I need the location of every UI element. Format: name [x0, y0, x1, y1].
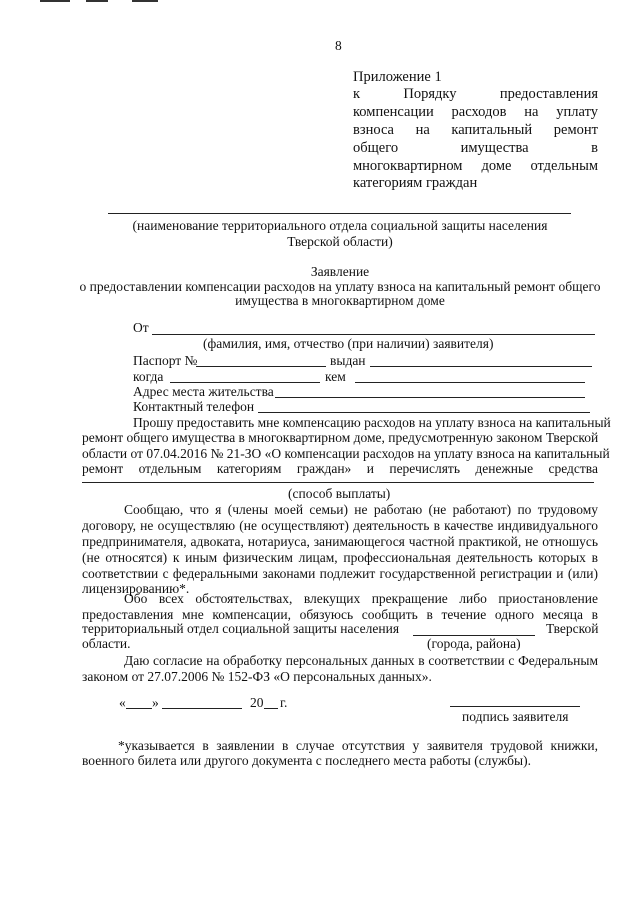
footnote-line: военного билета или другого документа с последнего места работы (службы). — [82, 753, 531, 768]
request-line: ремонт отдельным категориям граждан» и перечислять денежные средства — [82, 461, 598, 476]
notice-line: лицензированию*. — [82, 581, 190, 596]
day-input[interactable] — [126, 708, 152, 709]
notice-line: Сообщаю, что я (члены моей семьи) не работаю (не работают) по трудовому — [124, 502, 598, 517]
when-input[interactable] — [170, 382, 320, 383]
appendix-line: компенсации расходов на уплату — [353, 104, 598, 120]
appendix-line: общего имущества в — [353, 140, 598, 156]
date-close-quote: » — [152, 695, 159, 710]
request-line: ремонт общего имущества в многоквартирном доме, предусмотренную законом Тверской — [82, 430, 599, 445]
appendix-line: многоквартирном доме отдельным — [353, 158, 598, 174]
notice-line: договору, не осуществляю (не осуществляют) деятельность в качестве индивидуального — [82, 518, 598, 533]
signature-input[interactable] — [450, 706, 580, 707]
year-prefix: 20 — [250, 695, 264, 710]
appendix-line: к Порядку предоставления — [353, 86, 598, 102]
appendix-line: категориям граждан — [353, 175, 478, 191]
notice-line: соответствии с федеральными законами подлежит государственной регистрации и (или) — [82, 566, 598, 581]
obligation-line: Обо всех обстоятельствах, влекущих прекращение либо приостановление — [124, 591, 598, 606]
signature-caption: подпись заявителя — [462, 709, 569, 724]
region-label: Тверской — [546, 621, 599, 636]
fio-input[interactable] — [152, 334, 595, 335]
dept-line[interactable] — [108, 213, 571, 214]
consent-line: законом от 27.07.2006 № 152-ФЗ «О персональных данных». — [82, 669, 432, 684]
statement-subtitle: имущества в многоквартирном доме — [235, 293, 445, 308]
issued-input[interactable] — [370, 366, 592, 367]
phone-input[interactable] — [258, 412, 590, 413]
appendix-line: взноса на капитальный ремонт — [353, 122, 598, 138]
when-label: когда — [133, 369, 164, 384]
passport-input[interactable] — [196, 366, 326, 367]
by-whom-input[interactable] — [355, 382, 585, 383]
footnote-line: *указывается в заявлении в случае отсутствия у заявителя трудовой книжки, — [118, 738, 598, 753]
month-input[interactable] — [162, 708, 242, 709]
passport-label: Паспорт № — [133, 353, 198, 368]
statement-title: Заявление — [310, 264, 370, 279]
page-number: 8 — [335, 38, 342, 53]
payment-input[interactable] — [82, 482, 594, 483]
address-input[interactable] — [275, 397, 585, 398]
consent-line: Даю согласие на обработку персональных данных в соответствии с Федеральным — [124, 653, 598, 668]
obligation-line: территориальный отдел социальной защиты населения — [82, 621, 400, 636]
request-line: области от 07.04.2016 № 21-ЗО «О компенсации расходов на уплату взноса на капитальный — [82, 446, 610, 461]
city-caption: (города, района) — [427, 636, 521, 651]
obligation-line: предоставления мне компенсации, обязуюсь сообщить в течение одного месяца в — [82, 607, 598, 622]
address-label: Адрес места жительства — [133, 384, 274, 399]
statement-subtitle: о предоставлении компенсации расходов на уплату взноса на капитальный ремонт общего — [79, 279, 601, 294]
oblast-label: области. — [82, 636, 131, 651]
request-line: Прошу предоставить мне компенсацию расходов на уплату взноса на капитальный — [133, 415, 611, 430]
notice-line: предпринимателя, адвоката, нотариуса, занимающегося частной практикой, не отношусь — [82, 534, 598, 549]
dept-caption: Тверской области) — [287, 234, 393, 249]
scan-mark — [132, 0, 158, 2]
year-suffix: г. — [280, 695, 288, 710]
appendix-title: Приложение 1 — [353, 69, 442, 85]
fio-caption: (фамилия, имя, отчество (при наличии) заявителя) — [203, 336, 494, 351]
dept-caption: (наименование территориального отдела социальной защиты населения — [132, 218, 548, 233]
from-label: От — [133, 320, 149, 335]
payment-caption: (способ выплаты) — [288, 486, 391, 501]
year-input[interactable] — [264, 708, 278, 709]
scan-mark — [86, 0, 108, 2]
phone-label: Контактный телефон — [133, 399, 255, 414]
date-open-quote: « — [119, 695, 126, 710]
by-whom-label: кем — [325, 369, 346, 384]
issued-label: выдан — [330, 353, 366, 368]
notice-line: (не относятся) к иным физическим лицам, профессиональная деятельность которых в — [82, 550, 598, 565]
scan-mark — [40, 0, 70, 2]
